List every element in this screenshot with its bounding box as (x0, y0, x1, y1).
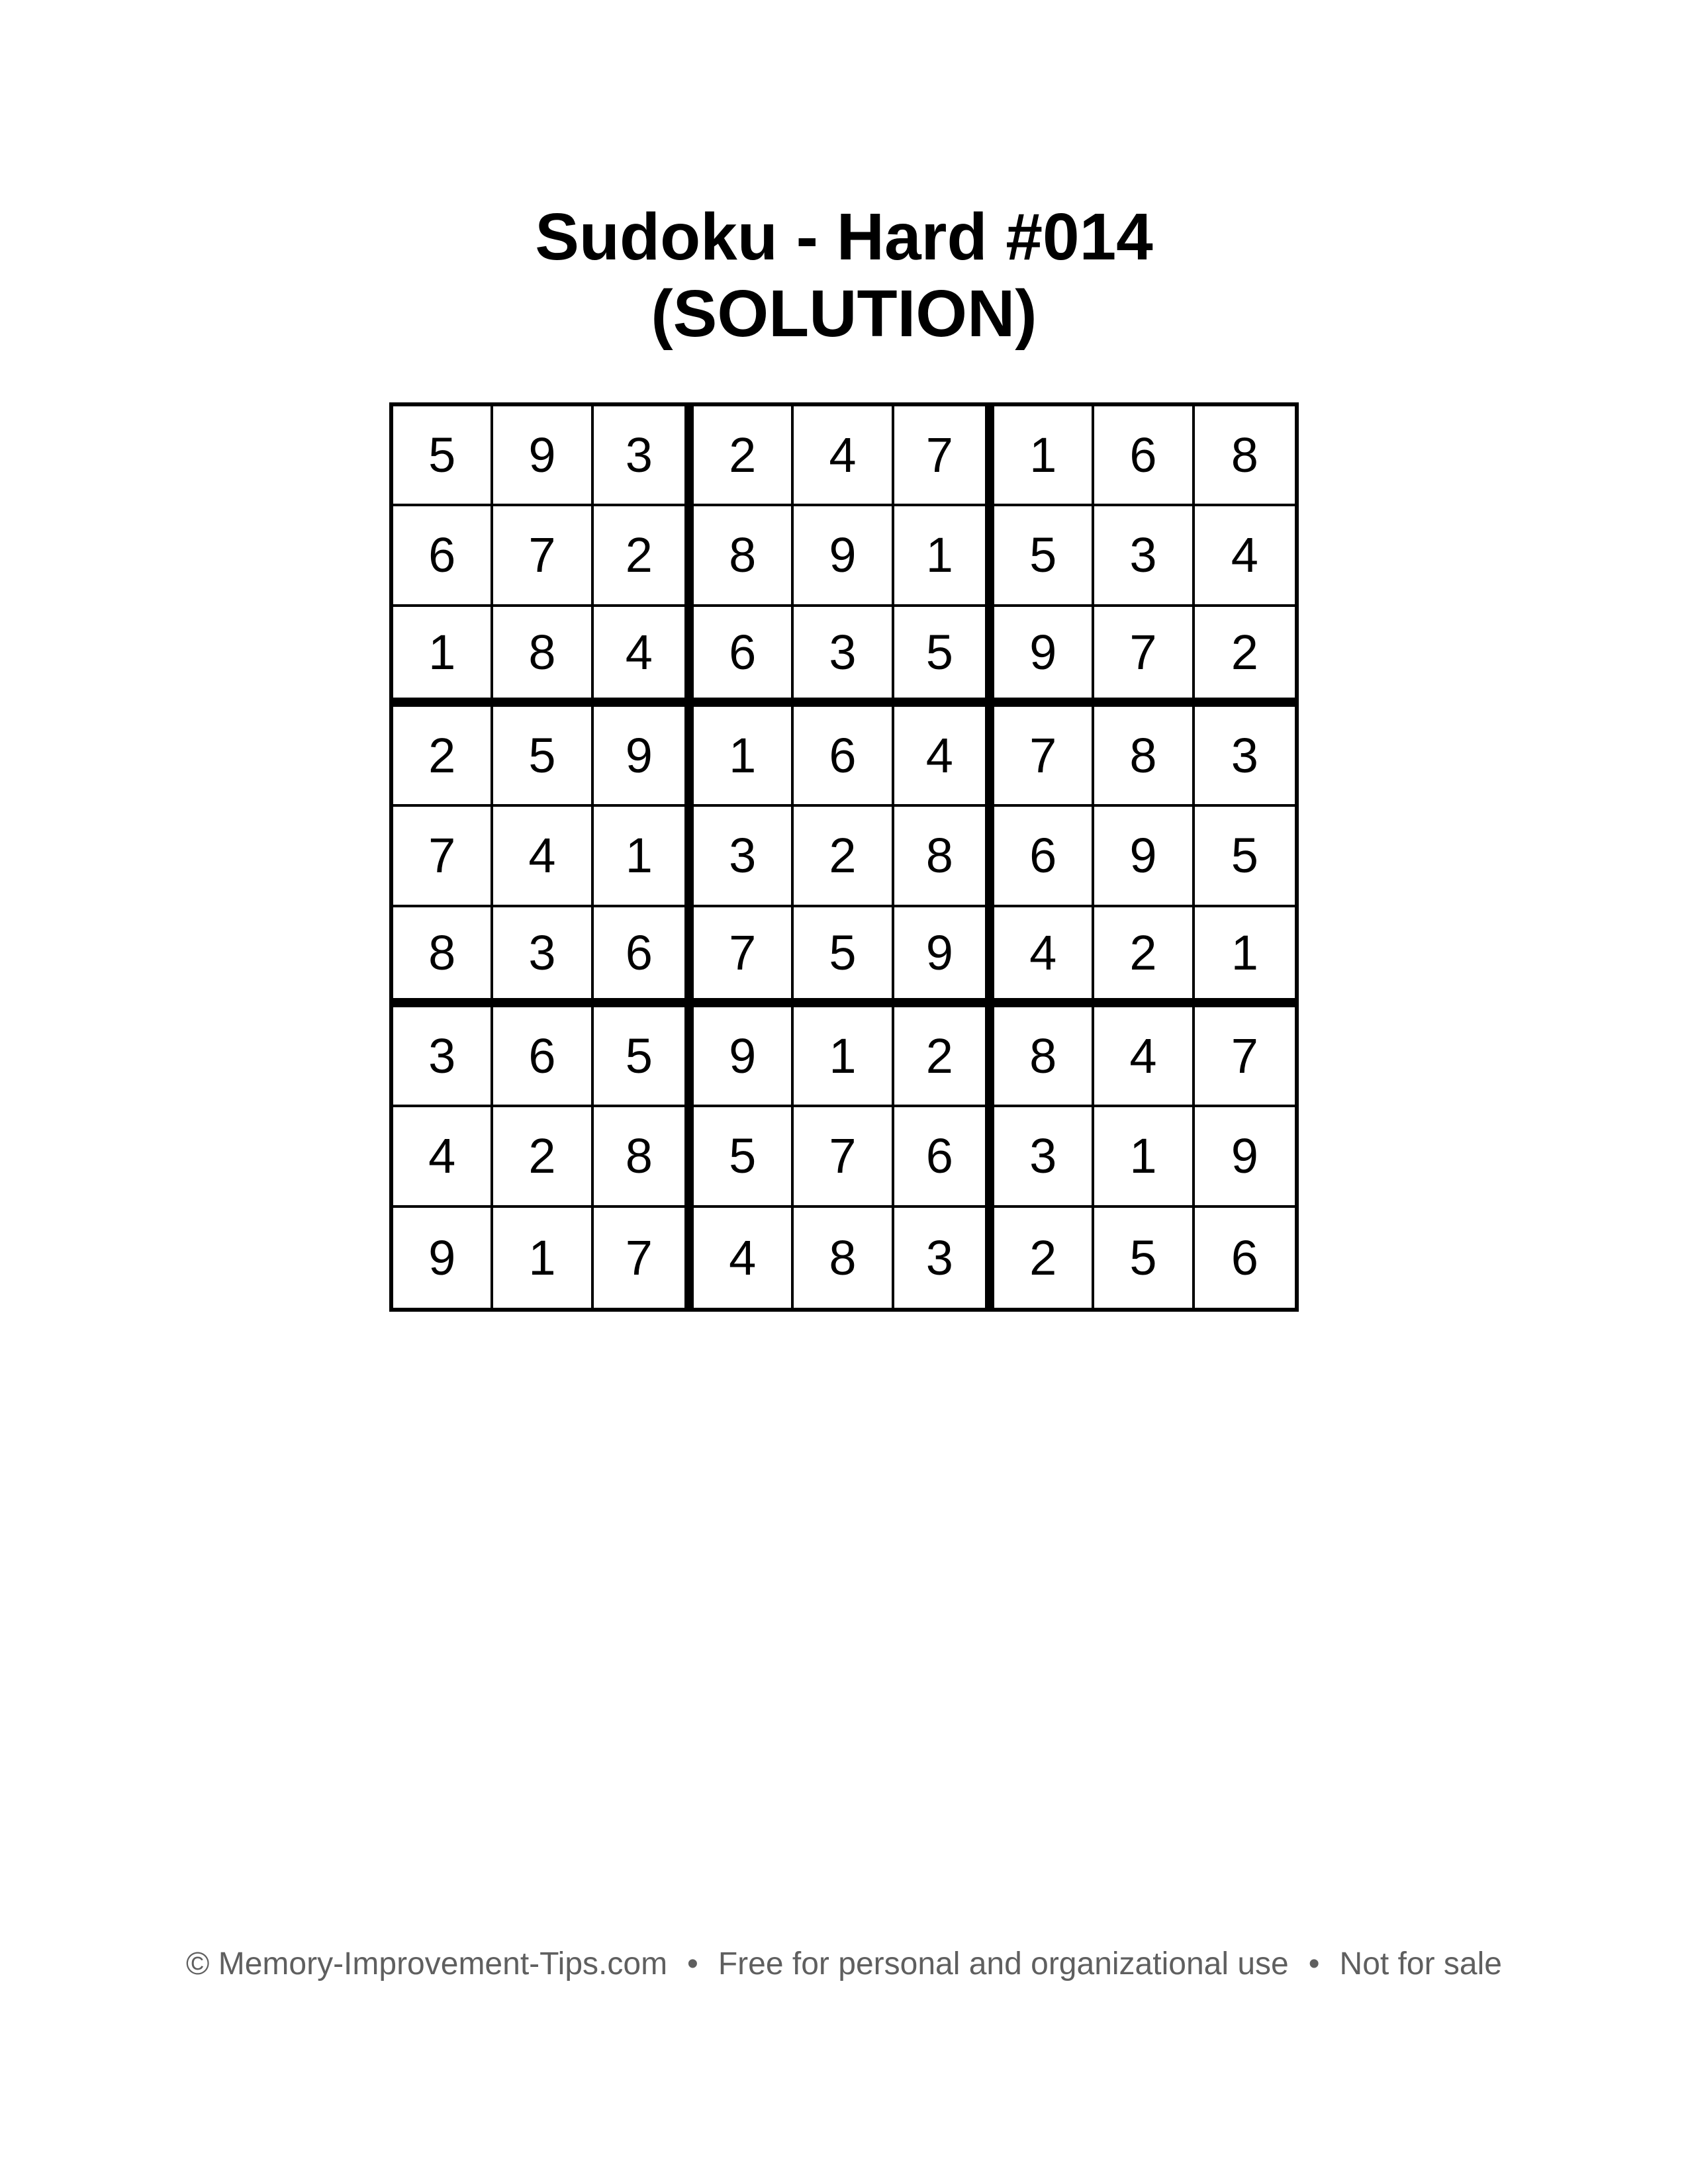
sudoku-cell-r6c2: 3 (493, 907, 593, 1007)
sudoku-cell-r2c7: 5 (994, 506, 1094, 606)
sudoku-cell-r8c3: 8 (594, 1107, 694, 1207)
sudoku-cell-r9c2: 1 (493, 1208, 593, 1308)
sudoku-cell-r1c6: 7 (894, 406, 994, 506)
footer-separator: • (1308, 1946, 1320, 1981)
title-line-2: (SOLUTION) (651, 277, 1037, 351)
sudoku-cell-r2c9: 4 (1195, 506, 1295, 606)
footer-copyright: © Memory-Improvement-Tips.com (186, 1946, 668, 1981)
sudoku-cell-r7c8: 4 (1094, 1007, 1194, 1107)
footer-usage: Free for personal and organizational use (718, 1946, 1289, 1981)
sudoku-cell-r4c8: 8 (1094, 707, 1194, 807)
sudoku-cell-r6c5: 5 (794, 907, 894, 1007)
sudoku-cell-r3c1: 1 (393, 607, 493, 707)
sudoku-cell-r2c3: 2 (594, 506, 694, 606)
footer (0, 1946, 1688, 1982)
sudoku-cell-r6c6: 9 (894, 907, 994, 1007)
sudoku-cell-r1c3: 3 (594, 406, 694, 506)
sudoku-cell-r3c3: 4 (594, 607, 694, 707)
sudoku-cell-r8c6: 6 (894, 1107, 994, 1207)
sudoku-cell-r5c2: 4 (493, 807, 593, 907)
sudoku-cell-r7c5: 1 (794, 1007, 894, 1107)
sudoku-cell-r9c3: 7 (594, 1208, 694, 1308)
sudoku-cell-r5c8: 9 (1094, 807, 1194, 907)
sudoku-cell-r7c2: 6 (493, 1007, 593, 1107)
footer-separator: • (687, 1946, 698, 1981)
sudoku-cell-r3c9: 2 (1195, 607, 1295, 707)
sudoku-cell-r4c4: 1 (694, 707, 794, 807)
sudoku-cell-r7c6: 2 (894, 1007, 994, 1107)
sudoku-cell-r7c9: 7 (1195, 1007, 1295, 1107)
sudoku-cell-r3c7: 9 (994, 607, 1094, 707)
sudoku-cell-r2c1: 6 (393, 506, 493, 606)
page-title (0, 199, 1688, 352)
sudoku-cell-r6c1: 8 (393, 907, 493, 1007)
sudoku-cell-r1c2: 9 (493, 406, 593, 506)
sudoku-cell-r2c8: 3 (1094, 506, 1194, 606)
sudoku-cell-r9c6: 3 (894, 1208, 994, 1308)
footer-sale: Not for sale (1339, 1946, 1502, 1981)
sudoku-cell-r2c2: 7 (493, 506, 593, 606)
sudoku-cell-r4c2: 5 (493, 707, 593, 807)
sudoku-cell-r4c1: 2 (393, 707, 493, 807)
sudoku-cell-r2c4: 8 (694, 506, 794, 606)
sudoku-cell-r9c7: 2 (994, 1208, 1094, 1308)
sudoku-cell-r4c9: 3 (1195, 707, 1295, 807)
sudoku-cell-r7c7: 8 (994, 1007, 1094, 1107)
sudoku-cell-r6c9: 1 (1195, 907, 1295, 1007)
sudoku-cell-r7c4: 9 (694, 1007, 794, 1107)
sudoku-cell-r3c4: 6 (694, 607, 794, 707)
sudoku-cell-r5c1: 7 (393, 807, 493, 907)
sudoku-cell-r1c8: 6 (1094, 406, 1194, 506)
sudoku-cell-r8c4: 5 (694, 1107, 794, 1207)
sudoku-cell-r3c8: 7 (1094, 607, 1194, 707)
sudoku-cell-r5c9: 5 (1195, 807, 1295, 907)
sudoku-cell-r6c3: 6 (594, 907, 694, 1007)
sudoku-cell-r5c7: 6 (994, 807, 1094, 907)
sudoku-cell-r3c5: 3 (794, 607, 894, 707)
sudoku-cell-r6c8: 2 (1094, 907, 1194, 1007)
sudoku-cell-r5c5: 2 (794, 807, 894, 907)
sudoku-cell-r4c6: 4 (894, 707, 994, 807)
sudoku-cell-r5c4: 3 (694, 807, 794, 907)
sudoku-cell-r4c3: 9 (594, 707, 694, 807)
sudoku-cell-r9c5: 8 (794, 1208, 894, 1308)
sudoku-cell-r4c7: 7 (994, 707, 1094, 807)
sudoku-cell-r1c5: 4 (794, 406, 894, 506)
sudoku-cell-r6c4: 7 (694, 907, 794, 1007)
sudoku-cell-r8c5: 7 (794, 1107, 894, 1207)
title-line-1: Sudoku - Hard #014 (535, 200, 1153, 274)
sudoku-cell-r1c9: 8 (1195, 406, 1295, 506)
sudoku-cell-r1c7: 1 (994, 406, 1094, 506)
sudoku-cell-r9c1: 9 (393, 1208, 493, 1308)
sudoku-cell-r9c8: 5 (1094, 1208, 1194, 1308)
sudoku-cell-r8c9: 9 (1195, 1107, 1295, 1207)
sudoku-grid (389, 402, 1299, 1312)
sudoku-cell-r3c2: 8 (493, 607, 593, 707)
sudoku-cell-r1c1: 5 (393, 406, 493, 506)
sudoku-cell-r2c6: 1 (894, 506, 994, 606)
sudoku-cell-r3c6: 5 (894, 607, 994, 707)
sudoku-cell-r7c1: 3 (393, 1007, 493, 1107)
sudoku-cell-r1c4: 2 (694, 406, 794, 506)
sudoku-cell-r8c8: 1 (1094, 1107, 1194, 1207)
sudoku-cell-r7c3: 5 (594, 1007, 694, 1107)
sudoku-cell-r8c1: 4 (393, 1107, 493, 1207)
sudoku-cell-r6c7: 4 (994, 907, 1094, 1007)
sudoku-cell-r9c9: 6 (1231, 1230, 1258, 1285)
sudoku-cell-r4c5: 6 (794, 707, 894, 807)
sudoku-cell-r5c3: 1 (594, 807, 694, 907)
sudoku-cell-r2c5: 9 (794, 506, 894, 606)
sudoku-cell-r8c7: 3 (994, 1107, 1094, 1207)
sudoku-cell-r9c4: 4 (694, 1208, 794, 1308)
sudoku-cell-r5c6: 8 (894, 807, 994, 907)
sudoku-cell-r8c2: 2 (493, 1107, 593, 1207)
